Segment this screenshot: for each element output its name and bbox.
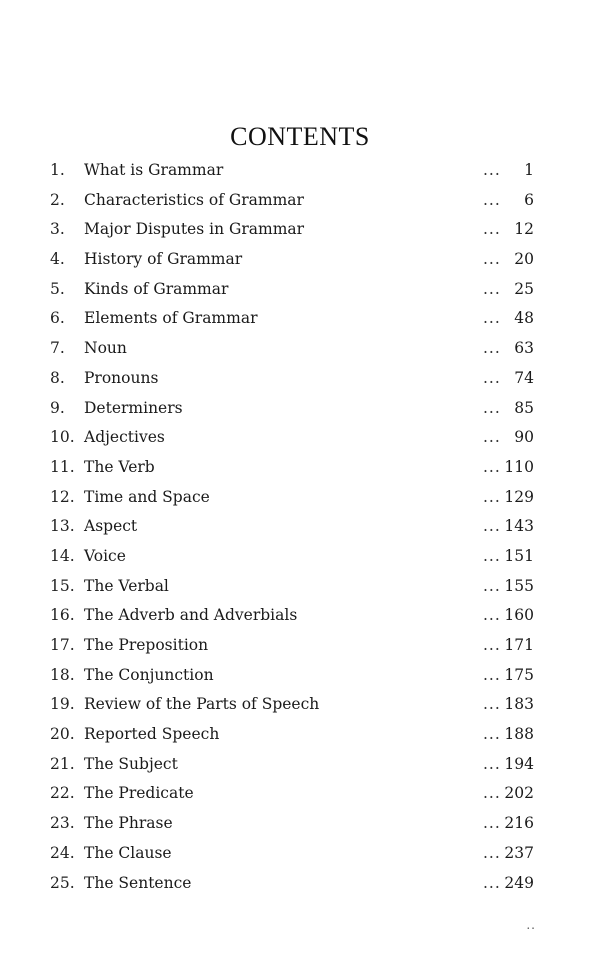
chapter-title: Noun <box>84 339 127 358</box>
chapter-number: 24. <box>50 843 75 862</box>
page-number: 1 <box>524 161 534 179</box>
chapter-title: Aspect <box>84 517 138 536</box>
leader-dots: ... <box>483 695 501 714</box>
leader-dots: ... <box>483 517 501 536</box>
toc-entry <box>0 779 600 809</box>
leader-dots: ... <box>483 725 501 744</box>
chapter-title: The Sentence <box>84 873 192 892</box>
page-number: 74 <box>514 368 534 387</box>
toc-entry <box>0 809 600 839</box>
chapter-number: 13. <box>50 517 75 536</box>
leader-dots: ... <box>483 339 501 358</box>
chapter-number: 2. <box>50 190 65 209</box>
page-number: 151 <box>504 546 534 565</box>
chapter-title: The Preposition <box>84 636 209 654</box>
chapter-title: Review of the Parts of Speech <box>84 695 320 714</box>
leader-dots: ... <box>483 368 501 387</box>
chapter-number: 11. <box>50 457 75 476</box>
chapter-number: 7. <box>50 339 65 358</box>
chapter-title: Characteristics of Grammar <box>84 190 304 209</box>
table-of-contents <box>0 156 600 898</box>
page-number: 249 <box>504 873 534 892</box>
chapter-title: The Verb <box>84 457 155 476</box>
chapter-number: 1. <box>50 161 65 179</box>
toc-entry <box>0 512 600 542</box>
toc-entry <box>0 601 600 631</box>
leader-dots: ... <box>483 784 501 803</box>
page-number: 129 <box>504 487 534 506</box>
chapter-title: The Clause <box>84 843 172 862</box>
chapter-number: 12. <box>50 487 75 506</box>
leader-dots: ... <box>483 636 501 654</box>
page-number: 90 <box>514 428 534 447</box>
chapter-title: The Verbal <box>84 576 169 595</box>
toc-entry <box>0 334 600 364</box>
page-number: 20 <box>514 250 534 269</box>
chapter-title: The Conjunction <box>84 665 214 684</box>
chapter-number: 21. <box>50 754 75 773</box>
page-number: 155 <box>504 576 534 595</box>
page-number: 6 <box>524 190 534 209</box>
chapter-number: 19. <box>50 695 75 714</box>
leader-dots: ... <box>483 546 501 565</box>
chapter-title: Voice <box>84 546 126 565</box>
toc-entry <box>0 156 600 186</box>
toc-entry <box>0 631 600 661</box>
chapter-number: 16. <box>50 606 75 625</box>
page-number: 183 <box>504 695 534 714</box>
toc-entry <box>0 423 600 453</box>
chapter-number: 23. <box>50 814 75 833</box>
chapter-title: Pronouns <box>84 368 159 387</box>
chapter-number: 20. <box>50 725 75 744</box>
chapter-title: The Predicate <box>84 784 194 803</box>
leader-dots: ... <box>483 814 501 833</box>
chapter-title: The Adverb and Adverbials <box>84 606 298 625</box>
page-number: 143 <box>504 517 534 536</box>
toc-entry <box>0 542 600 572</box>
toc-entry <box>0 245 600 275</box>
page-number: 216 <box>504 814 534 833</box>
chapter-title: Adjectives <box>84 428 165 447</box>
chapter-number: 14. <box>50 546 75 565</box>
chapter-title: The Phrase <box>84 814 173 833</box>
leader-dots: ... <box>483 606 501 625</box>
toc-entry <box>0 869 600 899</box>
chapter-title: Kinds of Grammar <box>84 279 229 298</box>
chapter-number: 4. <box>50 250 65 269</box>
toc-entry <box>0 661 600 691</box>
chapter-number: 15. <box>50 576 75 595</box>
toc-entry <box>0 690 600 720</box>
leader-dots: ... <box>483 220 501 239</box>
page-number: 12 <box>514 220 534 239</box>
page-number: 85 <box>514 398 534 417</box>
page-number: 25 <box>514 279 534 298</box>
chapter-number: 25. <box>50 873 75 892</box>
toc-entry <box>0 483 600 513</box>
toc-entry <box>0 304 600 334</box>
page-number: 48 <box>514 309 534 328</box>
page-number: 194 <box>504 754 534 773</box>
page-number: 63 <box>514 339 534 358</box>
chapter-number: 3. <box>50 220 65 239</box>
toc-entry <box>0 186 600 216</box>
toc-entry <box>0 215 600 245</box>
leader-dots: ... <box>483 843 501 862</box>
leader-dots: ... <box>483 190 501 209</box>
leader-dots: ... <box>483 161 501 179</box>
toc-entry <box>0 364 600 394</box>
chapter-number: 5. <box>50 279 65 298</box>
toc-entry <box>0 750 600 780</box>
leader-dots: ... <box>483 457 501 476</box>
chapter-title: Time and Space <box>84 487 210 506</box>
chapter-number: 10. <box>50 428 75 447</box>
leader-dots: ... <box>483 576 501 595</box>
chapter-number: 17. <box>50 636 75 654</box>
toc-entry <box>0 453 600 483</box>
chapter-number: 18. <box>50 665 75 684</box>
page-number: 237 <box>504 843 534 862</box>
leader-dots: ... <box>483 398 501 417</box>
leader-dots: ... <box>483 754 501 773</box>
chapter-number: 8. <box>50 368 65 387</box>
chapter-title: Determiners <box>84 398 183 417</box>
chapter-title: The Subject <box>84 754 178 773</box>
page-number: 175 <box>504 665 534 684</box>
chapter-number: 6. <box>50 309 65 328</box>
chapter-title: Reported Speech <box>84 725 220 744</box>
leader-dots: ... <box>483 873 501 892</box>
toc-entry <box>0 572 600 602</box>
page-number: 160 <box>504 606 534 625</box>
leader-dots: ... <box>483 279 501 298</box>
leader-dots: ... <box>483 428 501 447</box>
page-number: 110 <box>504 457 534 476</box>
page-title: CONTENTS <box>230 122 370 151</box>
leader-dots: ... <box>483 250 501 269</box>
leader-dots: ... <box>483 665 501 684</box>
corner-mark: .. <box>526 918 536 932</box>
chapter-number: 9. <box>50 398 65 417</box>
page-number: 171 <box>504 636 534 654</box>
chapter-title: History of Grammar <box>84 250 243 269</box>
toc-entry <box>0 839 600 869</box>
toc-entry <box>0 275 600 305</box>
page-number: 188 <box>504 725 534 744</box>
leader-dots: ... <box>483 309 501 328</box>
chapter-title: Elements of Grammar <box>84 309 258 328</box>
toc-entry <box>0 394 600 424</box>
chapter-number: 22. <box>50 784 75 803</box>
chapter-title: Major Disputes in Grammar <box>84 220 305 239</box>
chapter-title: What is Grammar <box>84 161 224 179</box>
page-number: 202 <box>504 784 534 803</box>
leader-dots: ... <box>483 487 501 506</box>
toc-entry <box>0 720 600 750</box>
